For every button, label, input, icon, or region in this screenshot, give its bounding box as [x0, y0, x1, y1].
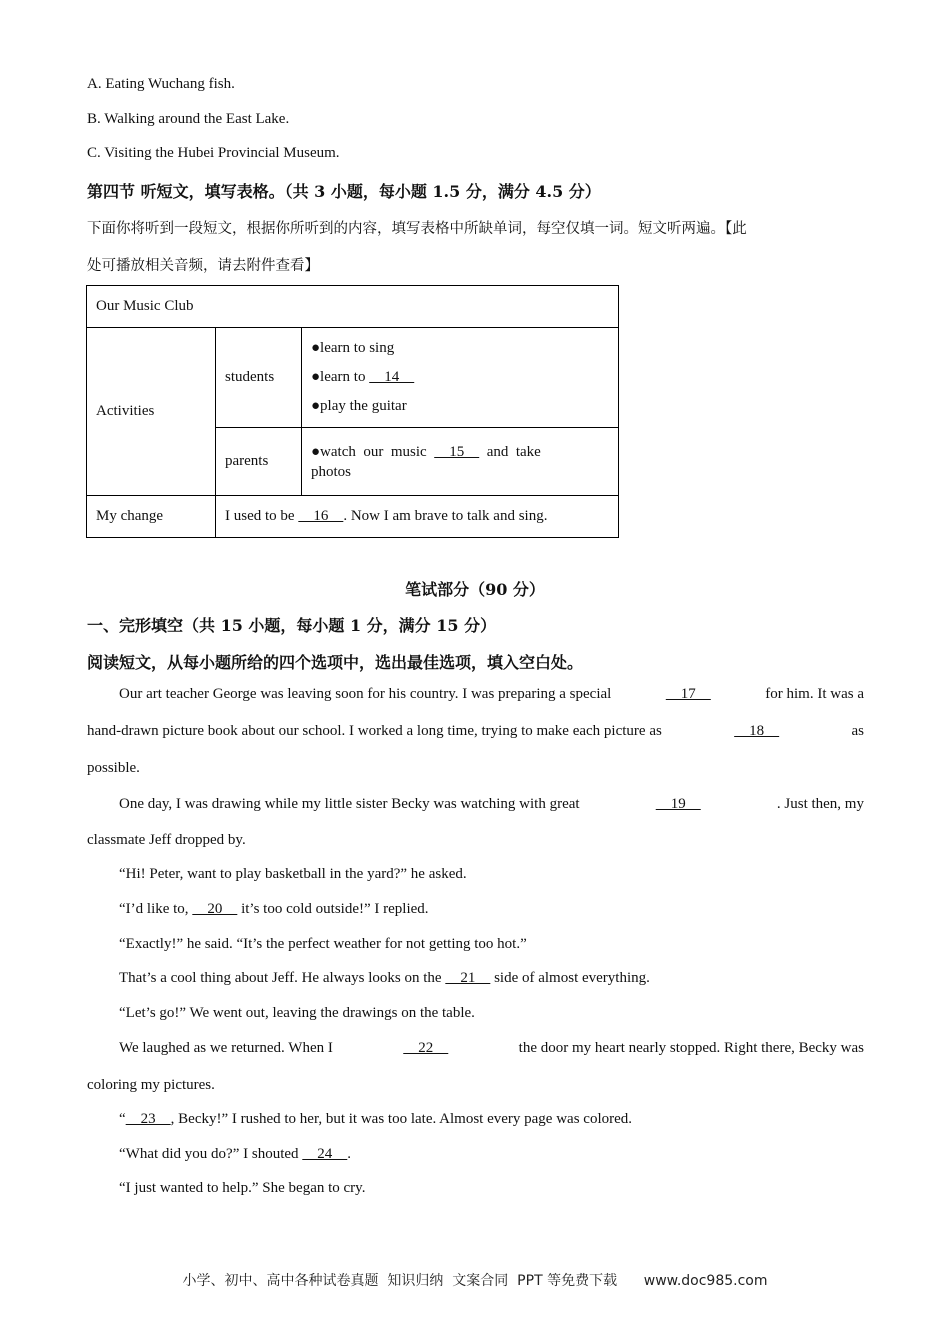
section4-instruction-line2: 处可播放相关音频，请去附件查看】 [87, 258, 319, 274]
passage-p2-line1: One day, I was drawing while my little sister Becky was watching with great 19 . Just then, my [119, 796, 864, 812]
option-b: B. Walking around the East Lake. [87, 111, 290, 127]
activities-label: Activities [87, 328, 216, 496]
passage-p1-line2: hand-drawn picture book about our school. I worked a long time, trying to make each picture as 18 as [87, 723, 864, 739]
passage-p7: “Let’s go!” We went out, leaving the drawings on the table. [119, 1005, 475, 1021]
blank-19[interactable]: 19 [655, 796, 701, 812]
part1-heading: 一、完形填空（共 15 小题，每小题 1 分，满分 15 分） [87, 616, 497, 635]
my-change-text: I used to be 16 . Now I am brave to talk and sing. [216, 496, 619, 538]
blank-24[interactable]: 24 [302, 1146, 348, 1162]
passage-p1-line3: possible. [87, 760, 140, 776]
passage-p9: “ 23 , Becky!” I rushed to her, but it was too late. Almost every page was colored. [119, 1111, 633, 1127]
blank-18[interactable]: 18 [734, 723, 780, 739]
blank-17[interactable]: 17 [665, 686, 711, 702]
students-label: students [216, 328, 302, 428]
music-club-table [86, 285, 619, 538]
student-item-guitar: ●play the guitar [311, 398, 407, 414]
blank-15[interactable]: 15 [434, 443, 480, 460]
passage-p2-line2: classmate Jeff dropped by. [87, 832, 246, 848]
passage-p5: “Exactly!” he said. “It’s the perfect weather for not getting too hot.” [119, 936, 527, 952]
page-footer: 小学、初中、高中各种试卷真题 知识归纳 文案合同 PPT 等免费下载 www.doc985.com [182, 1273, 768, 1289]
option-a: A. Eating Wuchang fish. [87, 76, 235, 92]
passage-p3: “Hi! Peter, want to play basketball in the yard?” he asked. [119, 866, 467, 882]
passage-p10: “What did you do?” I shouted 24 . [119, 1146, 352, 1162]
blank-16[interactable]: 16 [298, 508, 344, 524]
blank-20[interactable]: 20 [192, 901, 238, 917]
passage-p11: “I just wanted to help.” She began to cry. [119, 1180, 366, 1196]
blank-14[interactable]: 14 [369, 369, 415, 385]
students-activities [302, 328, 619, 428]
parents-activity: ●watch our music 15 and take photos [302, 428, 619, 496]
passage-p8-line1: We laughed as we returned. When I 22 the door my heart nearly stopped. Right there, Becky was [119, 1040, 864, 1056]
passage-p8-line2: coloring my pictures. [87, 1077, 215, 1093]
my-change-label: My change [87, 496, 216, 538]
blank-21[interactable]: 21 [445, 970, 491, 986]
passage-p1-line1: Our art teacher George was leaving soon for his country. I was preparing a special 17 for him. It was a [119, 686, 864, 702]
part1-instruction: 阅读短文，从每小题所给的四个选项中，选出最佳选项，填入空白处。 [87, 653, 584, 672]
table-title: Our Music Club [87, 286, 619, 328]
blank-22[interactable]: 22 [403, 1040, 449, 1056]
student-item-learn: ●learn to 14 [311, 369, 415, 385]
passage-p4: “I’d like to, 20 it’s too cold outside!” I replied. [119, 901, 429, 917]
student-item-sing: ●learn to sing [311, 340, 395, 356]
parents-label: parents [216, 428, 302, 496]
blank-23[interactable]: 23 [125, 1111, 171, 1127]
section4-instruction-line1: 下面你将听到一段短文，根据你所听到的内容，填写表格中所缺单词，每空仅填一词。短文听两遍。【此 [87, 221, 747, 237]
passage-p6: That’s a cool thing about Jeff. He always looks on the 21 side of almost everything. [119, 970, 650, 986]
option-c: C. Visiting the Hubei Provincial Museum. [87, 145, 340, 161]
section4-heading: 第四节 听短文，填写表格。（共 3 小题，每小题 1.5 分，满分 4.5 分） [87, 182, 601, 201]
written-part-title: 笔试部分（90 分） [405, 580, 545, 599]
